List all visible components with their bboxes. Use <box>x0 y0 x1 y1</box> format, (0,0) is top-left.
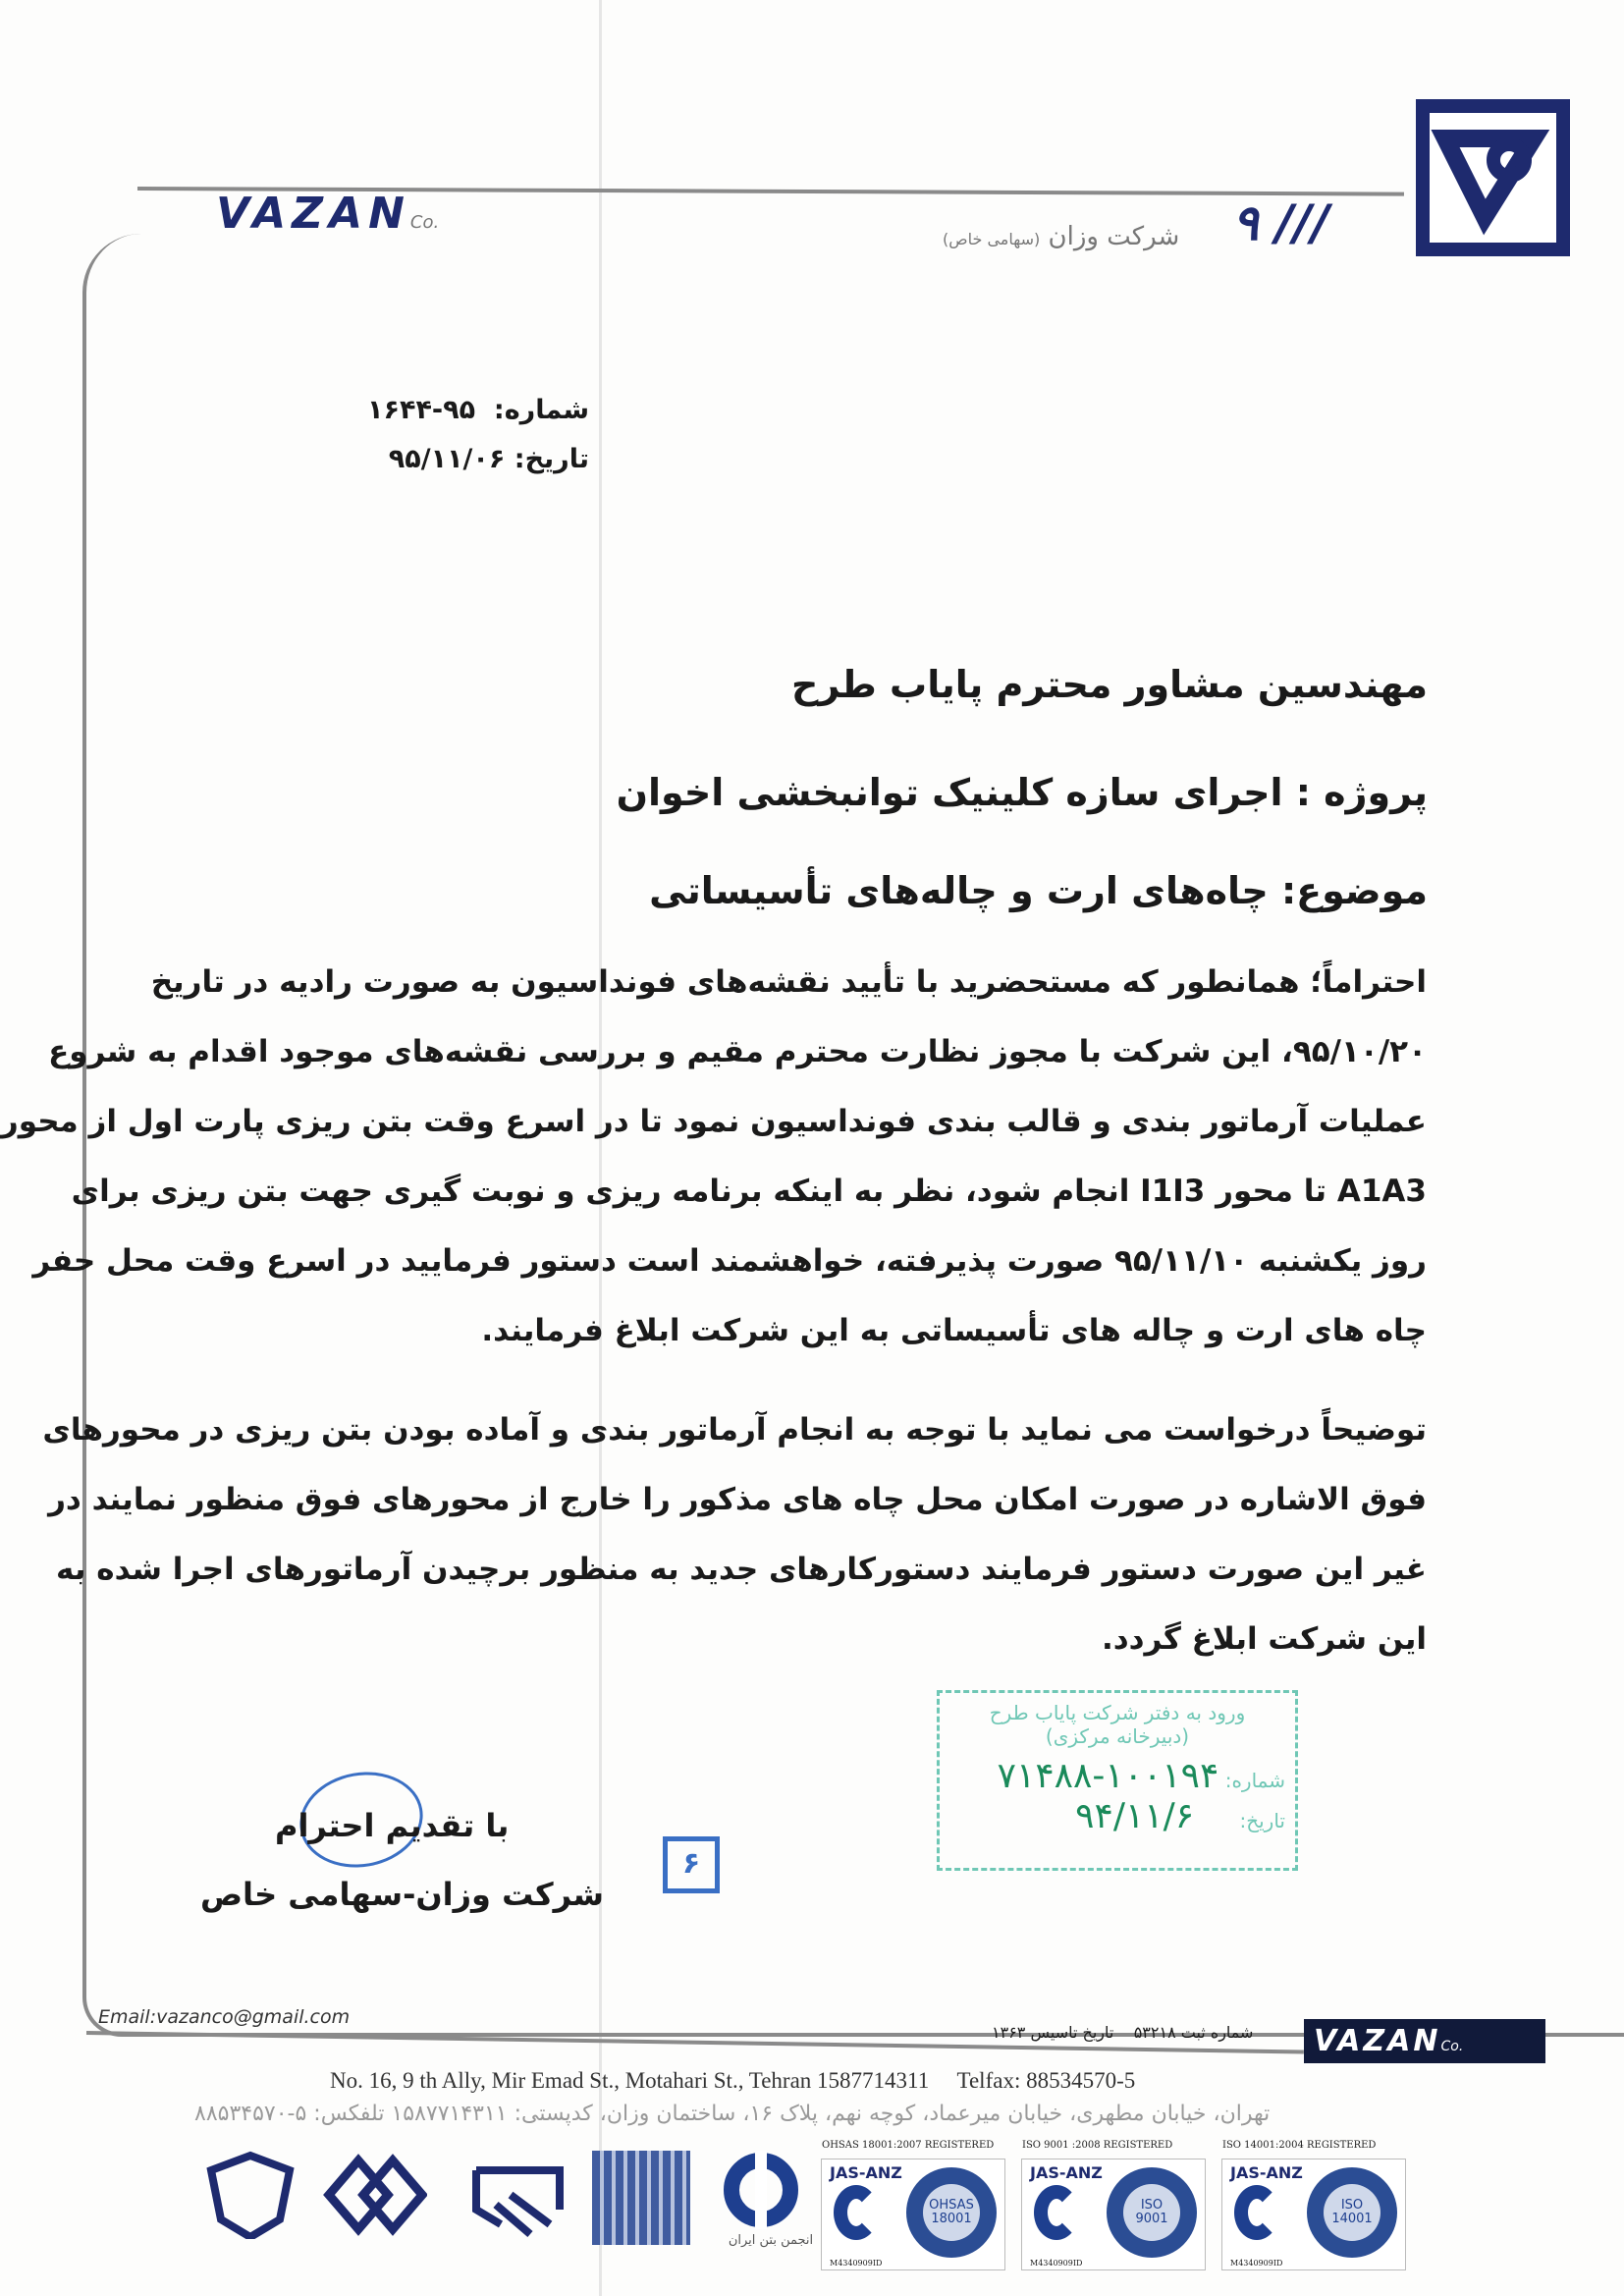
footer-brand-suffix: Co. <box>1440 2039 1464 2054</box>
concrete-association-caption: انجمن بتن ایران <box>728 2233 814 2248</box>
stamp-subtitle: (دبیرخانه مرکزی) <box>1045 1724 1190 1748</box>
cert-seal-icon <box>906 2167 997 2258</box>
stamp-title: ورود به دفتر شرکت پایاب طرح <box>989 1701 1246 1724</box>
body-line: ۹۵/۱۰/۲۰، این شرکت با مجوز نظارت محترم مقیم و بررسی نقشه‌های موجود اقدام به شروع <box>48 1034 1427 1069</box>
brand-persian <box>943 222 1179 251</box>
number-label: شماره: <box>493 395 589 425</box>
registration-info <box>992 2023 1253 2042</box>
body-line: غیر این صورت دستور فرمایند دستورکارهای جدید به منظور برچیدن آرماتورهای اجرا شده به <box>56 1552 1427 1587</box>
recipient: مهندسین مشاور محترم پایاب طرح <box>790 663 1428 706</box>
body-line: این شرکت ابلاغ گردد. <box>1101 1621 1427 1657</box>
cert-code: M4340909ID <box>1030 2259 1083 2268</box>
cert-body: JAS-ANZ <box>1230 2163 1303 2182</box>
stamp-number-value: ۱۰۰۱۹۴-۷۱۴۸۸ <box>997 1756 1219 1796</box>
association-logo-icon <box>471 2151 569 2239</box>
body-line: A1A3 تا محور I1I3 انجام شود، نظر به اینکه برنامه ریزی و نوبت گیری جهت بتن ریزی برای <box>71 1174 1427 1209</box>
cert-seal-icon <box>1107 2167 1197 2258</box>
footer-wordmark <box>1304 2019 1545 2063</box>
association-logo-icon <box>201 2151 299 2239</box>
stamp-number-label: شماره: <box>1224 1769 1285 1792</box>
received-stamp <box>937 1690 1298 1871</box>
brand-suffix: Co. <box>409 212 440 233</box>
body-line: روز یکشنبه ۹۵/۱۱/۱۰ صورت پذیرفته، خواهشمند است دستور فرمایید در اسرع وقت محل حفر <box>32 1243 1427 1279</box>
body-line: فوق الاشاره در صورت امکان محل چاه های مذکور را خارج از محورهای فوق منظور نمایند در <box>48 1482 1427 1517</box>
cert-seal-icon <box>1307 2167 1397 2258</box>
closing: با تقدیم احترام <box>275 1807 510 1844</box>
cert-seal-text: ISO 14001 <box>1324 2184 1380 2241</box>
jas-anz-c-icon <box>834 2185 879 2240</box>
body-line: توضیحاً درخواست می نماید با توجه به انجام آرماتور بندی و آماده بودن بتن ریزی در محورهای <box>42 1412 1427 1448</box>
body-line: عملیات آرماتور بندی و قالب بندی فونداسیون نمود تا در اسرع وقت بتن ریزی پارت اول از محور <box>0 1104 1427 1139</box>
vazan-persian-logo-icon: ۹ /// <box>1232 194 1330 251</box>
association-logo-icon <box>319 2151 417 2239</box>
letter-number <box>367 395 589 425</box>
date-label: تاریخ: <box>514 444 589 474</box>
cert-title: OHSAS 18001:2007 REGISTERED <box>822 2140 995 2151</box>
stamp-date-value: ۹۴/۱۱/۶ <box>1075 1796 1195 1836</box>
brand-wordmark-left <box>216 189 439 239</box>
stamp-date-label: تاریخ: <box>1239 1809 1285 1832</box>
email: Email:vazanco@gmail.com <box>98 2006 351 2028</box>
company-seal-icon: ۶ <box>663 1836 720 1893</box>
subject-line: موضوع: چاه‌های ارت و چاله‌های تأسیساتی <box>649 869 1428 912</box>
cert-seal-text: ISO 9001 <box>1123 2184 1180 2241</box>
cert-iso9001 <box>1021 2140 1206 2270</box>
letter-date <box>373 444 589 474</box>
cert-code: M4340909ID <box>830 2259 883 2268</box>
cert-seal-text: OHSAS 18001 <box>923 2184 980 2241</box>
date-value: ۹۵/۱۱/۰۶ <box>388 444 506 474</box>
jas-anz-c-icon <box>1234 2185 1279 2240</box>
address-persian: تهران، خیابان مطهری، خیابان میرعماد، کوچه نهم، پلاک ۱۶، ساختمان وزان، کدپستی: ۱۵۸۷۷۱۴۳۱۱ تلفکس: ۵-۸۸۵۳۴۵۷۰ <box>194 2102 1271 2126</box>
cert-title: ISO 9001 :2008 REGISTERED <box>1022 2140 1173 2151</box>
project-line: پروژه : اجرای سازه کلینیک توانبخشی اخوان <box>616 771 1428 814</box>
cert-iso14001 <box>1221 2140 1406 2270</box>
cert-ohsas <box>821 2140 1005 2270</box>
number-value: ۹۵-۱۶۴۴ <box>367 395 476 425</box>
body-line: چاه های ارت و چاله های تأسیساتی به این شرکت ابلاغ فرمایند. <box>481 1313 1427 1348</box>
vazan-logo-icon <box>1416 99 1570 256</box>
footer-brand-latin: VAZAN <box>1314 2024 1441 2058</box>
cert-body: JAS-ANZ <box>830 2163 902 2182</box>
body-line: احتراماً؛ همانطور که مستحضرید با تأیید نقشه‌های فونداسیون به صورت رادیه در تاریخ <box>150 964 1427 1000</box>
cert-code: M4340909ID <box>1230 2259 1283 2268</box>
jas-anz-c-icon <box>1034 2185 1079 2240</box>
brand-persian-note: (سهامی خاص) <box>943 230 1041 248</box>
registration-number: شماره ثبت ۵۳۲۱۸ <box>1133 2023 1254 2042</box>
association-logo-icon <box>592 2151 690 2245</box>
signatory: شرکت وزان-سهامی خاص <box>200 1876 604 1913</box>
brand-latin: VAZAN <box>216 189 410 239</box>
brand-persian-name: شرکت وزان <box>1048 222 1180 251</box>
address-english: No. 16, 9 th Ally, Mir Emad St., Motahari St., Tehran 1587714311 Telfax: 88534570-5 <box>330 2068 1136 2093</box>
concrete-association-logo-icon <box>722 2151 814 2248</box>
founded-date: تاریخ تاسیس ۱۳۶۳ <box>992 2023 1114 2042</box>
cert-title: ISO 14001:2004 REGISTERED <box>1222 2140 1377 2151</box>
cert-body: JAS-ANZ <box>1030 2163 1103 2182</box>
